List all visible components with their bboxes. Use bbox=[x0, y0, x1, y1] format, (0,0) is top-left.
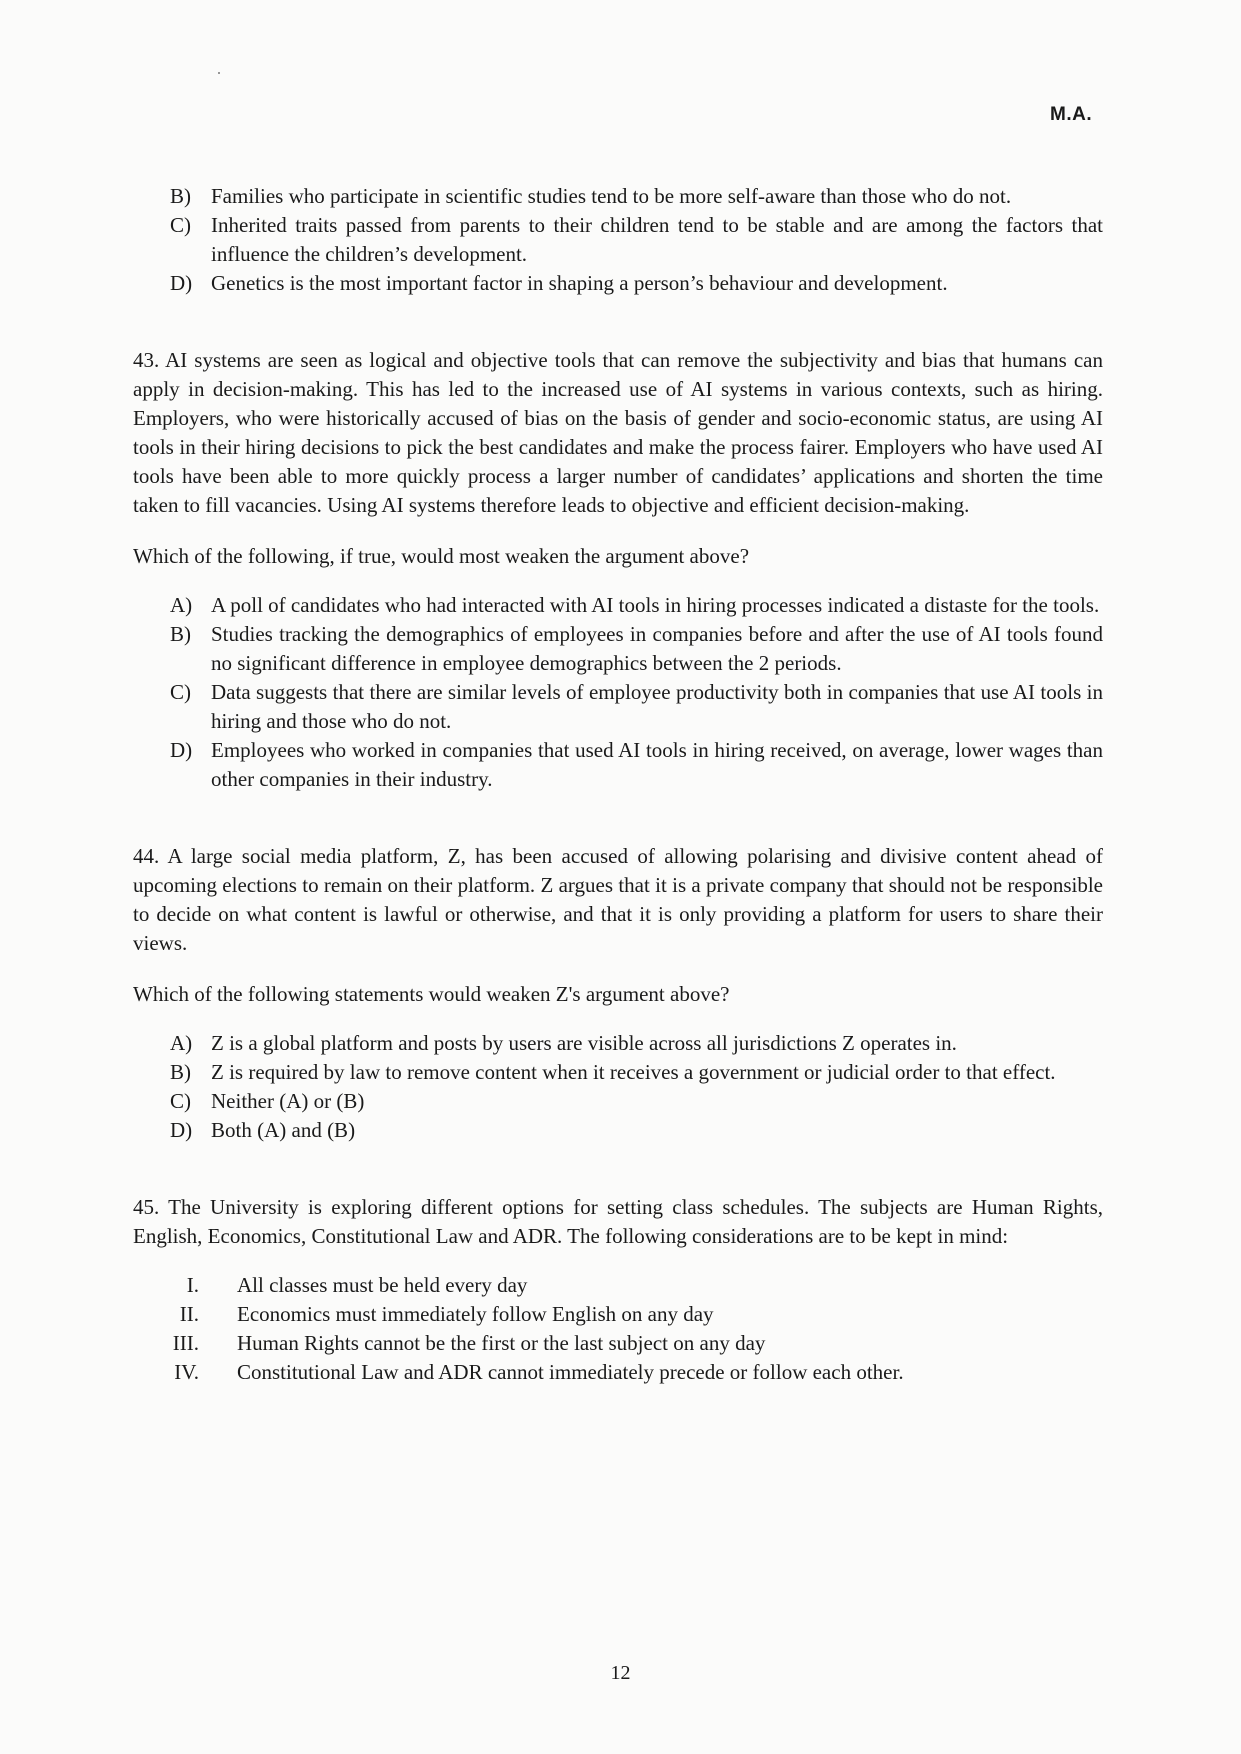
q43-option-a bbox=[170, 591, 1103, 620]
condition-number: IV. bbox=[174, 1360, 199, 1384]
option-label: D) bbox=[170, 738, 193, 762]
q44-passage: 44. A large social media platform, Z, has been accused of allowing polarising and divisive content ahead of upcoming elections to remain on their platform. Z argues that it is a private company that should not be responsible to decide on what content is lawful or otherwise, and that it is only providing a platform for users to share their views. bbox=[133, 844, 1103, 955]
option-label: A) bbox=[170, 1031, 193, 1055]
question-44 bbox=[133, 842, 1103, 1145]
q45-passage: 45. The University is exploring different options for setting class schedules. The subjects are Human Rights, English, Economics, Constitutional Law and ADR. The following considerations are to be kept in mind: bbox=[133, 1195, 1103, 1248]
option-text: A poll of candidates who had interacted with AI tools in hiring processes indicated a distaste for the tools. bbox=[211, 593, 1100, 617]
q42-option-b bbox=[170, 182, 1103, 211]
q43-option-b bbox=[170, 620, 1103, 678]
q45-condition bbox=[133, 1271, 1103, 1300]
scan-speck bbox=[218, 72, 220, 74]
option-label: C) bbox=[170, 1089, 191, 1113]
q44-options bbox=[133, 1029, 1103, 1145]
option-text: Inherited traits passed from parents to their children tend to be stable and are among the factors that influence the children’s development. bbox=[211, 213, 1103, 266]
q42-options bbox=[133, 182, 1103, 298]
option-text: Z is a global platform and posts by users are visible across all jurisdictions Z operates in. bbox=[211, 1031, 957, 1055]
option-label: C) bbox=[170, 680, 191, 704]
q43-options bbox=[133, 591, 1103, 794]
option-label: D) bbox=[170, 1118, 193, 1142]
option-text: Employees who worked in companies that used AI tools in hiring received, on average, lower wages than other companies in their industry. bbox=[211, 738, 1103, 791]
option-text: Data suggests that there are similar levels of employee productivity both in companies that use AI tools in hiring and those who do not. bbox=[211, 680, 1103, 733]
q42-option-d bbox=[170, 269, 1103, 298]
q44-option-d bbox=[170, 1116, 1103, 1145]
condition-number: II. bbox=[179, 1302, 199, 1326]
q43-option-c bbox=[170, 678, 1103, 736]
condition-text: All classes must be held every day bbox=[237, 1273, 528, 1297]
option-text: Neither (A) or (B) bbox=[211, 1089, 365, 1113]
q44-prompt: Which of the following statements would weaken Z's argument above? bbox=[133, 982, 730, 1006]
question-43 bbox=[133, 346, 1103, 794]
q43-prompt: Which of the following, if true, would most weaken the argument above? bbox=[133, 544, 750, 568]
option-text: Genetics is the most important factor in shaping a person’s behaviour and development. bbox=[211, 271, 948, 295]
option-label: B) bbox=[170, 622, 191, 646]
question-45 bbox=[133, 1193, 1103, 1387]
option-text: Z is required by law to remove content when it receives a government or judicial order to that effect. bbox=[211, 1060, 1056, 1084]
condition-text: Human Rights cannot be the first or the last subject on any day bbox=[237, 1331, 766, 1355]
course-tag: M.A. bbox=[1050, 104, 1093, 125]
page-content bbox=[133, 182, 1103, 1387]
q44-option-b bbox=[170, 1058, 1103, 1087]
q45-condition bbox=[133, 1300, 1103, 1329]
condition-number: III. bbox=[172, 1331, 199, 1355]
q43-option-d bbox=[170, 736, 1103, 794]
q42-option-c bbox=[170, 211, 1103, 269]
q45-condition bbox=[133, 1358, 1103, 1387]
option-label: C) bbox=[170, 213, 191, 237]
page-number: 12 bbox=[610, 1662, 631, 1684]
q45-conditions bbox=[133, 1271, 1103, 1387]
condition-text: Constitutional Law and ADR cannot immediately precede or follow each other. bbox=[237, 1360, 904, 1384]
condition-number: I. bbox=[186, 1273, 199, 1297]
option-text: Both (A) and (B) bbox=[211, 1118, 356, 1142]
q44-option-a bbox=[170, 1029, 1103, 1058]
option-label: D) bbox=[170, 271, 193, 295]
option-label: B) bbox=[170, 1060, 191, 1084]
option-text: Families who participate in scientific studies tend to be more self-aware than those who do not. bbox=[211, 184, 1012, 208]
option-label: B) bbox=[170, 184, 191, 208]
q44-option-c bbox=[170, 1087, 1103, 1116]
condition-text: Economics must immediately follow English on any day bbox=[237, 1302, 714, 1326]
q43-passage: 43. AI systems are seen as logical and objective tools that can remove the subjectivity and bias that humans can apply in decision-making. This has led to the increased use of AI systems in various contexts, such as hiring. Employers, who were historically accused of bias on the basis of gender and socio-economic status, are using AI tools in their hiring decisions to pick the best candidates and make the process fairer. Employers who have used AI tools have been able to more quickly process a larger number of candidates’ applications and shorten the time taken to fill vacancies. Using AI systems therefore leads to objective and efficient decision-making. bbox=[133, 348, 1103, 517]
option-label: A) bbox=[170, 593, 193, 617]
q45-condition bbox=[133, 1329, 1103, 1358]
option-text: Studies tracking the demographics of employees in companies before and after the use of AI tools found no significant difference in employee demographics between the 2 periods. bbox=[211, 622, 1103, 675]
